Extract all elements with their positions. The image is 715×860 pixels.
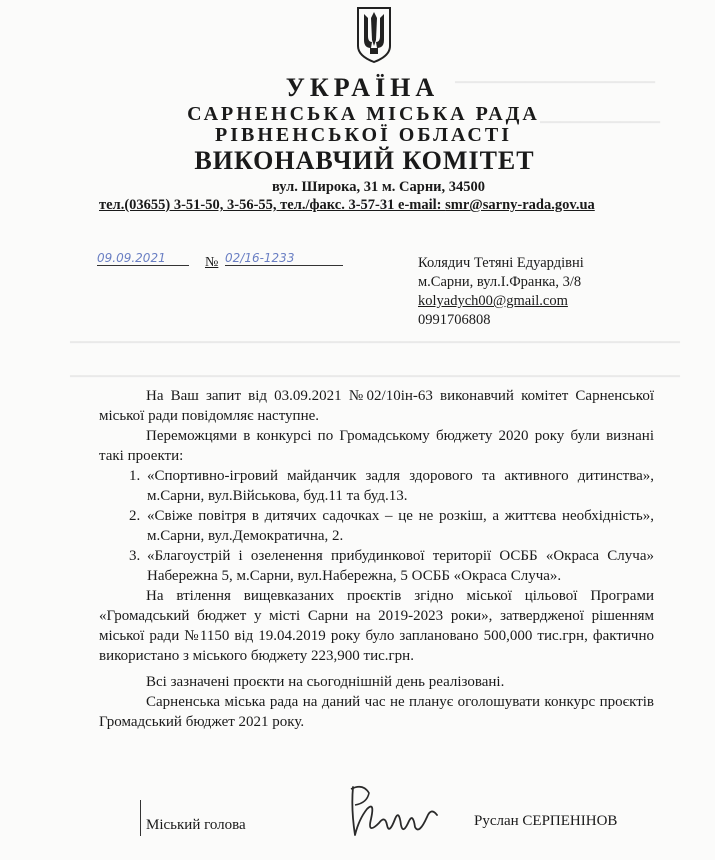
outgoing-number: 02/16-1233: [225, 251, 343, 266]
bleed-through-texture: ▁▁▁▁▁▁▁▁▁▁▁▁: [540, 108, 660, 123]
bleed-through-texture: ▁▁▁▁▁▁▁▁▁▁▁▁▁▁▁▁▁▁▁▁▁▁▁▁▁▁▁▁▁▁▁▁▁▁▁▁▁▁▁▁▁▁▁▁▁▁▁▁▁▁▁▁▁▁▁▁▁▁▁▁▁: [70, 362, 680, 377]
council-heading: САРНЕНСЬКА МІСЬКА РАДА: [187, 103, 540, 125]
region-heading: РІВНЕНСЬКОЇ ОБЛАСТІ: [215, 124, 512, 146]
paragraph-request-reference: На Ваш запит від 03.09.2021 №02/10ін-63 виконавчий комітет Сарненської міської ради повідомляє наступне.: [99, 388, 654, 424]
list-item: 1. «Спортивно-ігровий майданчик задля здорового та активного дитинства», м.Сарни, вул.Військова, буд.11 та буд.13.: [129, 468, 654, 504]
recipient-name: Колядич Тетяні Едуардівні: [418, 255, 584, 271]
phone-fax-text: тел.(03655) 3-51-50, 3-56-55, тел./факс. 3-57-31 e-mail:: [99, 197, 446, 213]
coat-of-arms-icon: [355, 6, 393, 64]
list-item: 3. «Благоустрій і озеленення прибудинкової території ОСББ «Окраса Случа» Набережна 5, м.Сарни, вул.Набережна, 5 ОСББ «Окраса Случа».: [129, 548, 654, 584]
country-heading: УКРАЇНА: [285, 73, 440, 102]
recipient-address: м.Сарни, вул.І.Франка, 3/8: [418, 274, 582, 290]
bleed-through-texture: ▁▁▁▁▁▁▁▁▁▁▁▁▁▁▁▁▁▁▁▁: [455, 68, 655, 83]
signer-title: Міський голова: [146, 817, 246, 833]
projects-list: [99, 466, 654, 586]
letterhead-contacts: [99, 197, 595, 214]
committee-heading: ВИКОНАВЧИЙ КОМІТЕТ: [194, 146, 535, 175]
signer-name: Руслан СЕРПЕНІНОВ: [474, 813, 618, 829]
list-item: 2. «Свіже повітря в дитячих садочках – це не розкіш, а життєва необхідність», м.Сарни, вул.Демократична, 2.: [129, 508, 654, 544]
paragraph-implemented: Всі зазначені проєкти на сьогоднішній день реалізовані.: [146, 674, 505, 690]
handwritten-signature: [345, 779, 445, 841]
recipient-email[interactable]: kolyadych00@gmail.com: [418, 293, 568, 309]
outgoing-date: 09.09.2021: [97, 251, 189, 266]
email-link[interactable]: smr@sarny-rada.gov.ua: [445, 197, 595, 213]
paragraph-winners-intro: Переможцями в конкурсі по Громадському бюджету 2020 року були визнані такі проекти:: [99, 428, 654, 464]
letterhead-address: вул. Широка, 31 м. Сарни, 34500: [271, 179, 486, 195]
letter-body: [99, 386, 654, 732]
number-sign: №: [205, 255, 219, 270]
paragraph-no-contest: Сарненська міська рада на даний час не планує оголошувати конкурс проєктів Громадський бюджет 2021 року.: [99, 694, 654, 730]
paragraph-funding: На втілення вищевказаних проєктів згідно міської цільової Програми «Громадський бюджет у місті Сарни на 2019-2023 роки», затвердженої рішенням міської ради №1150 від 19.04.2019 року було заплановано 500,000 тис.грн, фактично використано з міського бюджету 223,900 тис.грн.: [99, 588, 654, 664]
margin-mark: [140, 800, 141, 836]
recipient-phone: 0991706808: [418, 312, 491, 328]
bleed-through-texture: ▁▁▁▁▁▁▁▁▁▁▁▁▁▁▁▁▁▁▁▁▁▁▁▁▁▁▁▁▁▁▁▁▁▁▁▁▁▁▁▁▁▁▁▁▁▁▁▁▁▁▁▁▁▁▁▁▁▁▁▁▁: [70, 328, 680, 343]
